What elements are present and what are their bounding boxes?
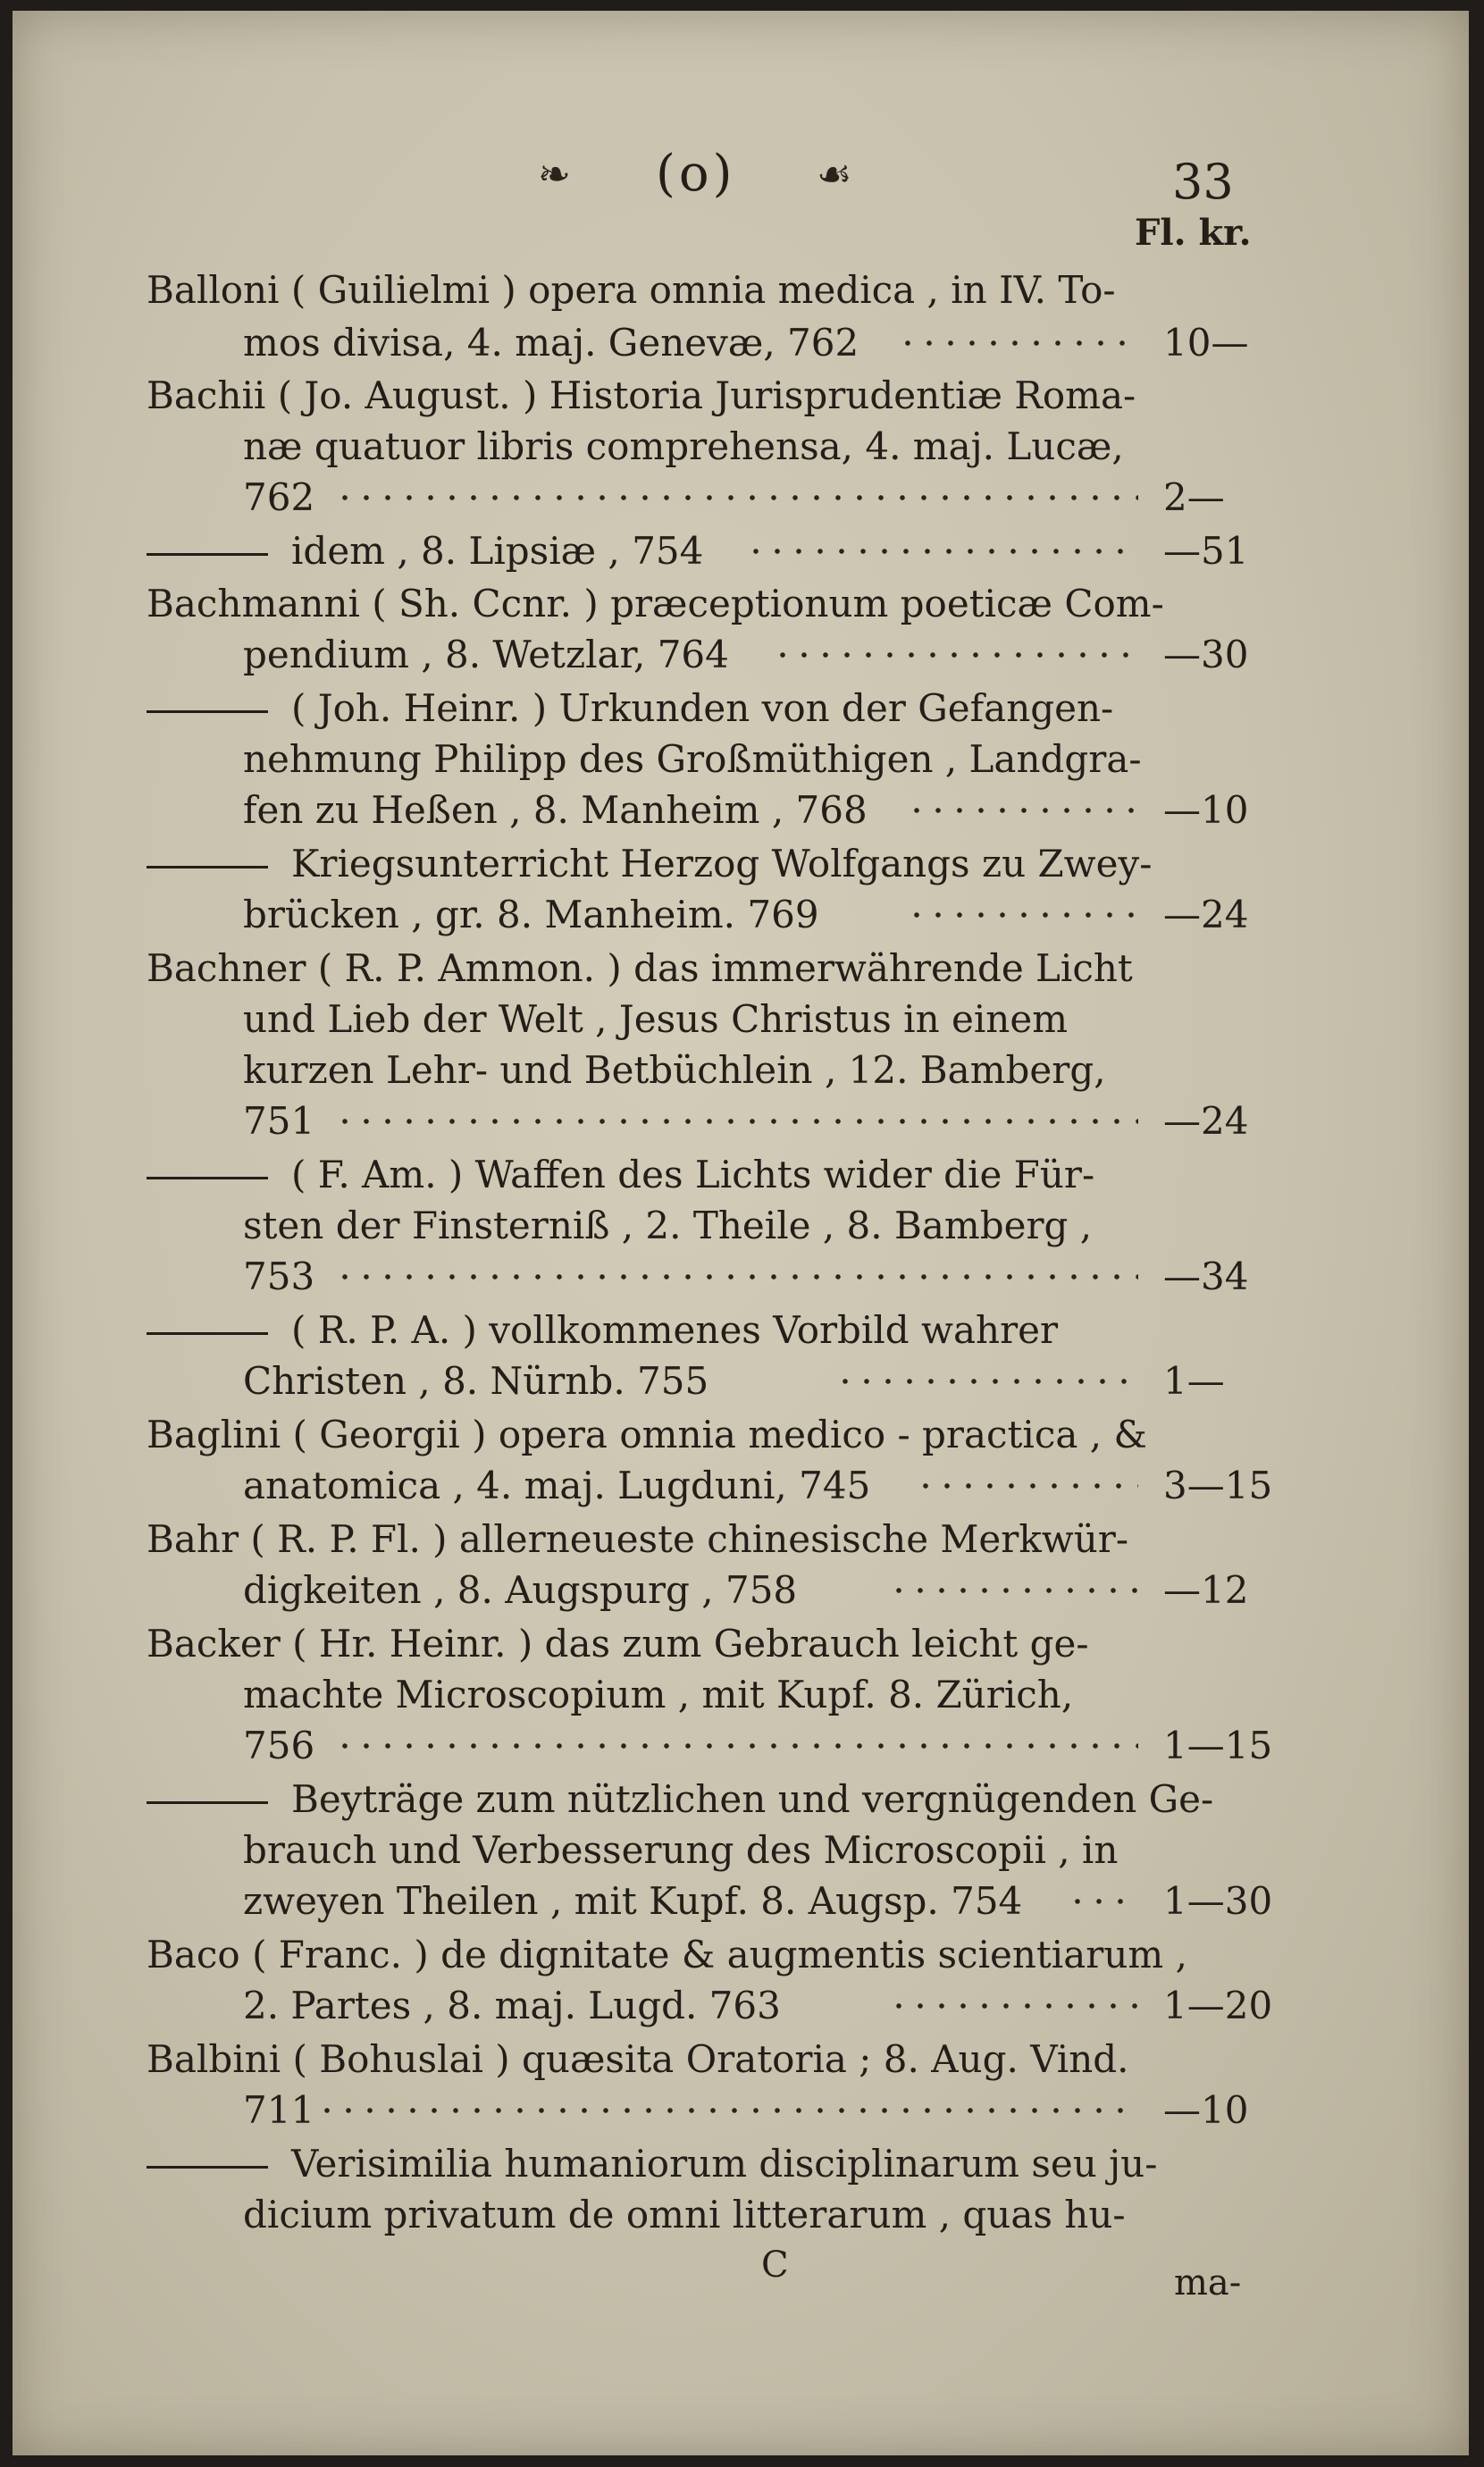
- ditto-dash: [147, 1801, 268, 1804]
- leader-dots: [772, 630, 1138, 680]
- entry-line: brücken , gr. 8. Manheim. 769: [243, 893, 819, 936]
- entry-line: [147, 1775, 1213, 1825]
- leader-dots: [897, 318, 1138, 368]
- entry-line: Baglini ( Georgii ) opera omnia medico - practica , &: [147, 1413, 1147, 1456]
- leader-dots: [334, 473, 1138, 523]
- ditto-dash: [147, 553, 268, 556]
- entry-price: 3—15: [1163, 1464, 1273, 1507]
- entry-line: [147, 1150, 1094, 1200]
- entry-price: —30: [1163, 633, 1249, 676]
- entry-line: mos divisa, 4. maj. Genevæ, 762: [243, 321, 859, 365]
- entry-text: Verisimilia humaniorum disciplinarum seu ju-: [291, 2142, 1158, 2186]
- entry-text: ( F. Am. ) Waffen des Lichts wider die Für-: [291, 1153, 1095, 1196]
- entry-price: 1—15: [1163, 1724, 1273, 1767]
- entry-price: —12: [1163, 1568, 1249, 1612]
- entry-line: Baco ( Franc. ) de dignitate & augmentis scientiarum ,: [147, 1933, 1187, 1976]
- entry-line: Balbini ( Bohuslai ) quæsita Oratoria ; 8. Aug. Vind.: [147, 2037, 1129, 2081]
- leader-dots: [915, 1461, 1138, 1511]
- entry-line: 2. Partes , 8. maj. Lugd. 763: [243, 1984, 781, 2027]
- leader-dots: [888, 1565, 1138, 1615]
- catchword: ma-: [1174, 2262, 1242, 2303]
- entry-text: Kriegsunterricht Herzog Wolfgangs zu Zwey-: [291, 842, 1153, 885]
- entry-text: ( Joh. Heinr. ) Urkunden von der Gefangen-: [291, 686, 1114, 730]
- entry-line: Bachii ( Jo. August. ) Historia Jurisprudentiæ Roma-: [147, 373, 1136, 417]
- entry-line: 753: [243, 1254, 315, 1298]
- book-page: [13, 11, 1469, 2455]
- leader-dots: [745, 526, 1138, 576]
- entry-line: 756: [243, 1724, 315, 1767]
- leader-dots: [316, 2085, 1138, 2136]
- ditto-dash: [147, 1177, 268, 1179]
- entry-price: 1—20: [1163, 1984, 1273, 2027]
- entry-line: Bachmanni ( Sh. Ccnr. ) præceptionum poeticæ Com-: [147, 582, 1164, 625]
- entry-line: kurzen Lehr- und Betbüchlein , 12. Bamberg,: [243, 1048, 1106, 1092]
- entry-price: —10: [1163, 788, 1249, 832]
- entry-line: 762: [243, 475, 315, 519]
- entry-text: ( R. P. A. ) vollkommenes Vorbild wahrer: [291, 1308, 1059, 1352]
- entry-price: 1—: [1163, 1359, 1225, 1403]
- entry-line: Bachner ( R. P. Ammon. ) das immerwährende Licht: [147, 946, 1133, 990]
- entry-line: dicium privatum de omni litterarum , quas hu-: [243, 2193, 1126, 2236]
- entry-text: idem , 8. Lipsiæ , 754: [291, 529, 704, 573]
- entry-price: —51: [1163, 529, 1249, 573]
- entry-line: pendium , 8. Wetzlar, 764: [243, 633, 729, 676]
- page-number: 33: [1172, 154, 1234, 210]
- entry-line: Christen , 8. Nürnb. 755: [243, 1359, 709, 1403]
- catalog-entries: [13, 11, 1469, 2455]
- entry-line: nehmung Philipp des Großmüthigen , Landgra-: [243, 737, 1142, 781]
- left-ornament-icon: ❧: [538, 152, 571, 197]
- ditto-dash: [147, 710, 268, 713]
- entry-line: [147, 684, 1113, 734]
- entry-price: —24: [1163, 893, 1249, 936]
- ditto-dash: [147, 866, 268, 868]
- entry-line: Bahr ( R. P. Fl. ) allerneueste chinesische Merkwür-: [147, 1517, 1129, 1561]
- leader-dots: [334, 1721, 1138, 1771]
- entry-line: digkeiten , 8. Augspurg , 758: [243, 1568, 798, 1612]
- entry-line: brauch und Verbesserung des Microscopii , in: [243, 1828, 1119, 1872]
- entry-line: [147, 839, 1152, 889]
- signature-mark: C: [761, 2245, 789, 2286]
- entry-text: Beyträge zum nützlichen und vergnügenden Ge-: [291, 1777, 1214, 1821]
- entry-price: 2—: [1163, 475, 1225, 519]
- entry-price: —34: [1163, 1254, 1249, 1298]
- leader-dots: [906, 785, 1138, 835]
- entry-line: [147, 526, 703, 576]
- entry-price: 1—30: [1163, 1879, 1273, 1923]
- leader-dots: [906, 890, 1138, 940]
- leader-dots: [334, 1096, 1138, 1146]
- entry-line: sten der Finsterniß , 2. Theile , 8. Bamberg ,: [243, 1204, 1093, 1247]
- entry-price: —24: [1163, 1099, 1249, 1143]
- leader-dots: [888, 1981, 1138, 2031]
- ditto-dash: [147, 2166, 268, 2169]
- entry-line: fen zu Heßen , 8. Manheim , 768: [243, 788, 868, 832]
- entry-line: anatomica , 4. maj. Lugduni, 745: [243, 1464, 871, 1507]
- entry-line: [147, 1305, 1058, 1355]
- ditto-dash: [147, 1332, 268, 1335]
- entry-price: —10: [1163, 2088, 1249, 2132]
- leader-dots: [334, 1252, 1138, 1302]
- entry-line: Balloni ( Guilielmi ) opera omnia medica , in IV. To-: [147, 268, 1116, 312]
- entry-line: Backer ( Hr. Heinr. ) das zum Gebrauch leicht ge-: [147, 1622, 1089, 1666]
- leader-dots: [834, 1356, 1138, 1406]
- right-ornament-icon: ☙: [817, 152, 852, 197]
- entry-line: 711: [243, 2088, 315, 2132]
- entry-line: 751: [243, 1099, 315, 1143]
- header-mark: (o): [656, 145, 736, 203]
- price-column-header: Fl. kr.: [1135, 212, 1252, 254]
- entry-price: 10—: [1163, 321, 1249, 365]
- leader-dots: [1067, 1876, 1138, 1926]
- entry-line: zweyen Theilen , mit Kupf. 8. Augsp. 754: [243, 1879, 1023, 1923]
- entry-line: machte Microscopium , mit Kupf. 8. Zürich,: [243, 1673, 1074, 1716]
- entry-line: [147, 2139, 1157, 2189]
- entry-line: næ quatuor libris comprehensa, 4. maj. Lucæ,: [243, 424, 1124, 468]
- entry-line: und Lieb der Welt , Jesus Christus in einem: [243, 997, 1069, 1041]
